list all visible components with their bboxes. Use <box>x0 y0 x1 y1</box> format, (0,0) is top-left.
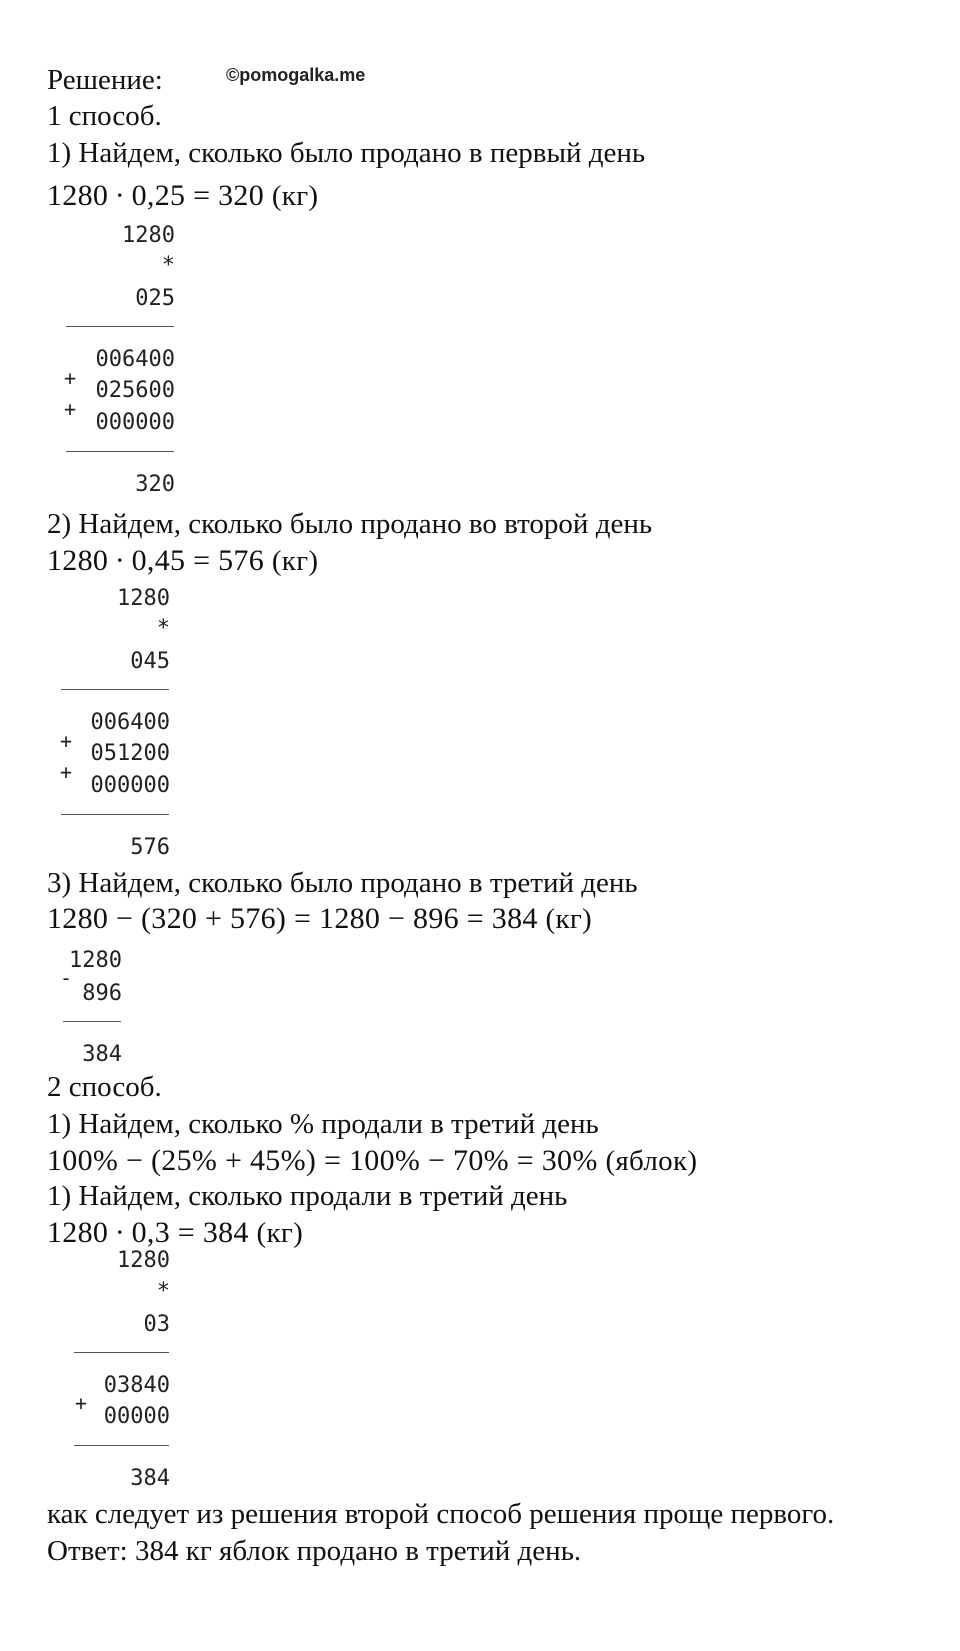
calc-partial-3: 000000 <box>95 410 175 435</box>
expression-body: 100% − (25% + 45%) = 100% − 70% = 30% <box>47 1144 598 1177</box>
method2-step1-text: 1) Найдем, сколько % продали в третий день <box>47 1108 599 1140</box>
expression-unit: (кг) <box>271 545 319 577</box>
calc-operand-b: 025 <box>135 286 175 311</box>
calc-operand-b: 045 <box>130 649 170 674</box>
calc-result: 384 <box>82 1042 122 1067</box>
calc-partial-2: 00000 <box>103 1404 170 1429</box>
calc-operand-a: 1280 <box>69 948 122 973</box>
plus-sign: + <box>75 1391 88 1415</box>
solution-heading: Решение: <box>47 64 163 96</box>
calc-operand-a: 1280 <box>117 586 170 611</box>
minus-sign: - <box>60 966 73 990</box>
calc-divider <box>74 1352 169 1353</box>
calc-divider <box>66 451 174 452</box>
expression-unit: (яблок) <box>605 1145 698 1177</box>
method2-step1-expression <box>47 1146 697 1176</box>
calc-operand-a: 1280 <box>117 1248 170 1273</box>
calc-partial-1: 006400 <box>95 347 175 372</box>
calc-divider <box>63 1021 121 1022</box>
calc-divider <box>74 1445 169 1446</box>
plus-sign: + <box>64 397 77 421</box>
method1-step1-text: 1) Найдем, сколько было продано в первый день <box>47 137 646 169</box>
expression-body: 1280 − (320 + 576) = 1280 − 896 = 384 <box>47 902 538 935</box>
expression-body: 1280 ∙ 0,3 = 384 <box>47 1216 249 1249</box>
method1-step3-expression <box>47 904 592 934</box>
watermark-text: ©pomogalka.me <box>226 65 366 85</box>
calc-divider <box>66 326 174 327</box>
calc-partial-1: 006400 <box>90 710 170 735</box>
method2-step2-text: 1) Найдем, сколько продали в третий день <box>47 1180 568 1212</box>
plus-sign: + <box>64 366 77 390</box>
method2-step2-expression <box>47 1218 303 1248</box>
plus-sign: + <box>60 729 73 753</box>
method2-title: 2 способ. <box>47 1071 162 1103</box>
calc-result: 384 <box>130 1466 170 1491</box>
plus-sign: + <box>60 760 73 784</box>
answer-text: Ответ: 384 кг яблок продано в третий день. <box>47 1535 582 1567</box>
method1-step1-expression <box>47 181 318 211</box>
calc-operand-b: 896 <box>82 981 122 1006</box>
calc-operand-a: 1280 <box>122 223 175 248</box>
expression-unit: (кг) <box>256 1217 304 1249</box>
method1-title: 1 способ. <box>47 100 162 132</box>
calc-result: 576 <box>130 835 170 860</box>
calc-divider <box>61 814 169 815</box>
method1-step2-text: 2) Найдем, сколько было продано во второй день <box>47 508 653 540</box>
method1-step3-text: 3) Найдем, сколько было продано в третий день <box>47 867 638 899</box>
calc-partial-1: 03840 <box>103 1373 170 1398</box>
calc-partial-3: 000000 <box>90 773 170 798</box>
calc-operator: * <box>156 616 170 641</box>
calc-partial-2: 051200 <box>90 741 170 766</box>
expression-body: 1280 ∙ 0,25 = 320 <box>47 179 265 212</box>
conclusion-text: как следует из решения второй способ решения проще первого. <box>47 1498 835 1530</box>
calc-partial-2: 025600 <box>95 378 175 403</box>
calc-operator: * <box>156 1279 170 1304</box>
expression-unit: (кг) <box>545 903 592 935</box>
calc-result: 320 <box>135 472 175 497</box>
expression-unit: (кг) <box>271 180 319 212</box>
calc-operand-b: 03 <box>143 1312 170 1337</box>
calc-operator: * <box>161 253 175 278</box>
method1-step2-expression <box>47 546 318 576</box>
expression-body: 1280 ∙ 0,45 = 576 <box>47 544 265 577</box>
calc-divider <box>61 689 169 690</box>
